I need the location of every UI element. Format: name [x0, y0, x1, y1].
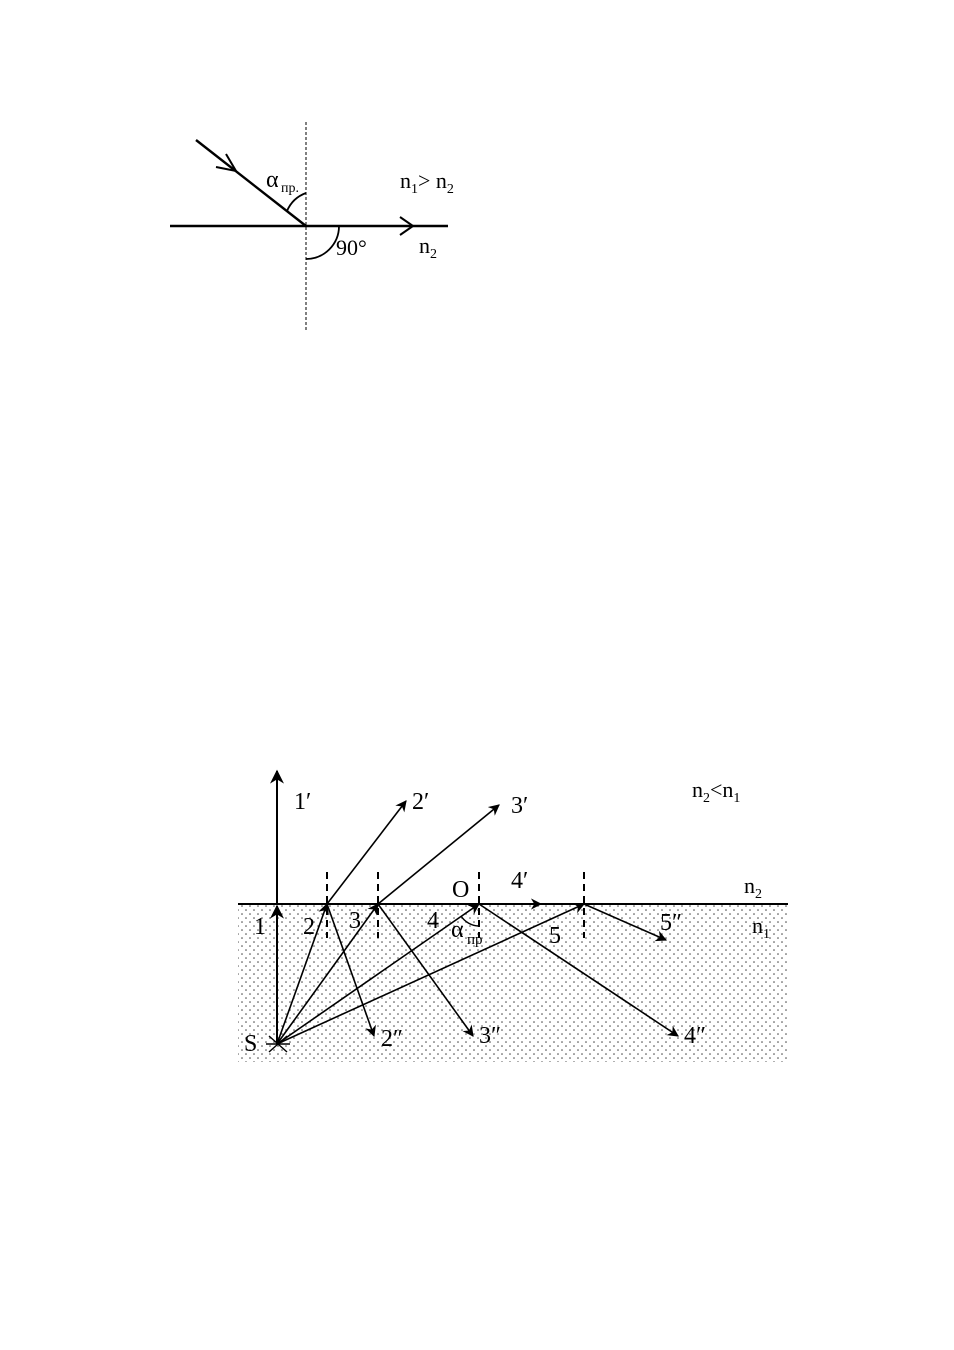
point-o-label: O — [452, 877, 470, 903]
ray-3-refracted — [378, 805, 499, 904]
refracted-label-2: 2′ — [412, 789, 430, 815]
relation-bottom: $n_2<n_1$ — [692, 777, 741, 806]
right-angle-label: 90° — [336, 235, 367, 260]
medium-label-top: $n_2$ — [419, 233, 437, 262]
total-internal-reflection-figure — [238, 771, 788, 1062]
alpha-symbol-top: α — [266, 167, 279, 193]
critical-angle-figure — [170, 122, 454, 330]
reflected-label-5: 5″ — [660, 910, 682, 936]
medium-label-n2: $n_2$ — [744, 873, 762, 902]
refracted-label-4: 4′ — [511, 868, 529, 894]
relation-top: $n_1> n_2$ — [400, 168, 454, 197]
source-label: S — [244, 1031, 258, 1057]
alpha-subscript-top: пр. — [281, 181, 299, 196]
ray-label-1: 1 — [254, 914, 266, 940]
refracted-label-3: 3′ — [511, 793, 529, 819]
ray-label-2: 2 — [303, 914, 315, 940]
medium-label-n1: $n_1$ — [752, 913, 770, 942]
ray-2-refracted — [327, 801, 406, 904]
ray-label-3: 3 — [349, 908, 361, 934]
reflected-label-4: 4″ — [684, 1023, 706, 1049]
reflected-label-3: 3″ — [479, 1023, 501, 1049]
refracted-label-1: 1′ — [294, 789, 312, 815]
right-angle-arc — [306, 226, 339, 259]
alpha-subscript-bottom: пр — [467, 932, 483, 948]
ray-label-4: 4 — [427, 908, 439, 934]
reflected-label-2: 2″ — [381, 1026, 403, 1052]
ray-label-5: 5 — [549, 923, 561, 949]
alpha-symbol-bottom: α — [451, 917, 464, 943]
